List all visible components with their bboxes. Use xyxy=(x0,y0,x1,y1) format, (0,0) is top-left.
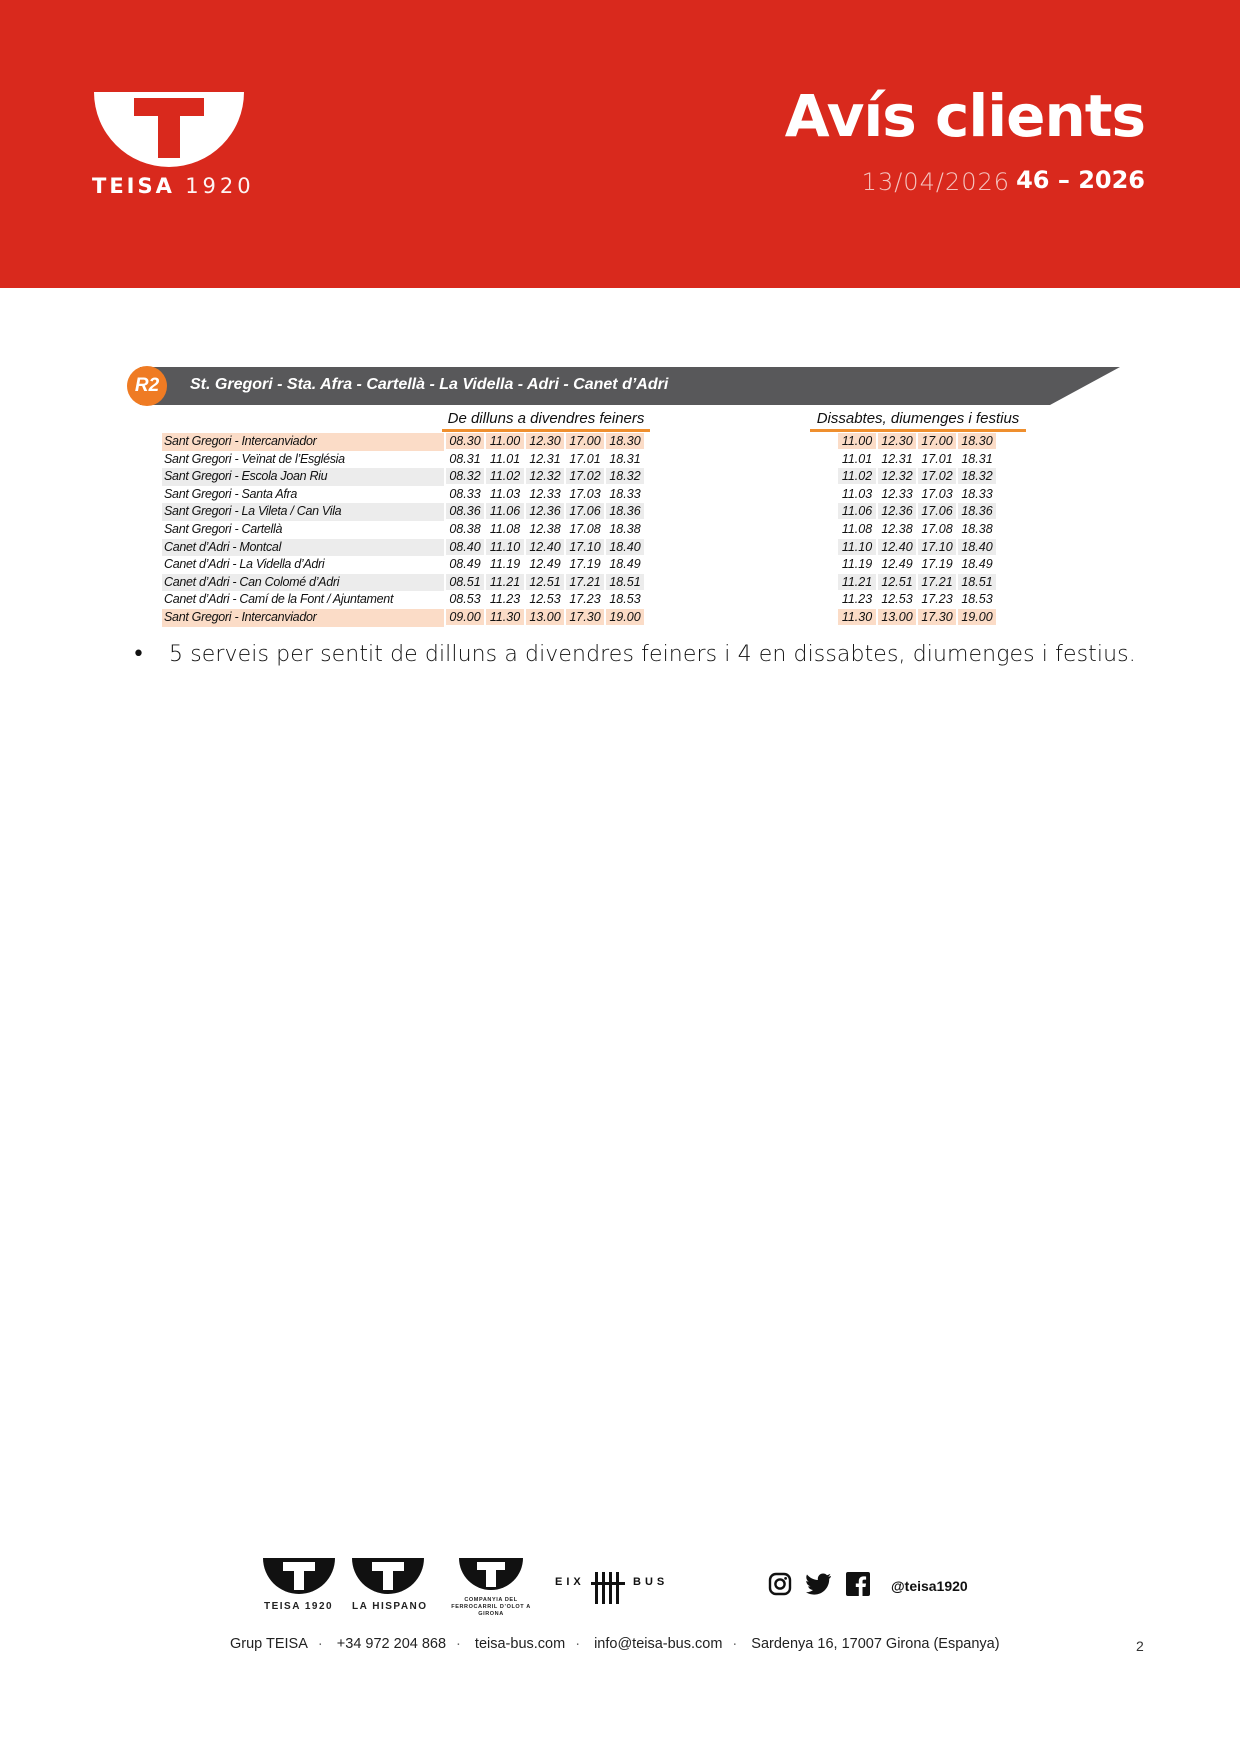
weekday-heading: De dilluns a divendres feiners xyxy=(442,410,650,432)
weekday-time-cell: 18.49 xyxy=(606,556,644,572)
weekend-time-cell: 12.32 xyxy=(878,468,916,484)
weekday-time-cell: 12.53 xyxy=(526,591,564,607)
weekday-time-cell: 18.40 xyxy=(606,539,644,555)
stop-name: Canet d’Adri - Camí de la Font / Ajuntament xyxy=(164,592,394,607)
weekend-time-cell: 11.08 xyxy=(838,521,876,537)
stop-name: Sant Gregori - La Vileta / Can Vila xyxy=(162,503,444,521)
weekday-time-cell: 18.51 xyxy=(606,574,644,590)
weekday-time-cell: 12.36 xyxy=(526,503,564,519)
weekday-time-cell: 12.40 xyxy=(526,539,564,555)
weekend-time-cell: 18.53 xyxy=(958,591,996,607)
weekday-time-cell: 17.06 xyxy=(566,503,604,519)
weekend-time-cell: 18.49 xyxy=(958,556,996,572)
bullet-dot: • xyxy=(132,642,145,667)
weekday-time-cell: 11.23 xyxy=(486,591,524,607)
weekday-time-cell: 11.06 xyxy=(486,503,524,519)
weekday-time-cell: 12.51 xyxy=(526,574,564,590)
weekday-time-cell: 12.32 xyxy=(526,468,564,484)
weekday-row xyxy=(446,451,646,469)
weekend-time-cell: 12.36 xyxy=(878,503,916,519)
svg-text:BUS: BUS xyxy=(633,1576,669,1588)
weekday-time-cell: 08.36 xyxy=(446,503,484,519)
instagram-icon[interactable] xyxy=(768,1572,792,1601)
weekday-timetable xyxy=(446,433,646,627)
weekday-time-cell: 08.31 xyxy=(446,451,484,467)
weekday-time-cell: 13.00 xyxy=(526,609,564,625)
route-name: St. Gregori - Sta. Afra - Cartellà - La Vidella - Adri - Canet d’Adri xyxy=(190,376,669,393)
weekday-time-cell: 18.32 xyxy=(606,468,644,484)
stop-name: Canet d’Adri - Can Colomé d’Adri xyxy=(162,574,444,592)
weekend-time-cell: 17.10 xyxy=(918,539,956,555)
footer-eixbus-logo xyxy=(555,1568,675,1608)
weekday-row xyxy=(446,556,646,574)
weekday-row xyxy=(446,503,646,521)
weekday-time-cell: 12.49 xyxy=(526,556,564,572)
route-code-badge: R2 xyxy=(127,366,167,406)
weekday-time-cell: 17.19 xyxy=(566,556,604,572)
weekday-time-cell: 11.00 xyxy=(486,433,524,449)
notice-number: 46 – 2026 xyxy=(1016,166,1145,194)
weekend-time-cell: 17.08 xyxy=(918,521,956,537)
weekday-time-cell: 19.00 xyxy=(606,609,644,625)
weekend-time-cell: 17.01 xyxy=(918,451,956,467)
weekday-time-cell: 11.21 xyxy=(486,574,524,590)
weekend-row xyxy=(838,486,998,504)
weekday-row xyxy=(446,609,646,627)
stop-name: Sant Gregori - Santa Afra xyxy=(164,486,298,501)
weekend-time-cell: 18.33 xyxy=(958,486,996,502)
facebook-icon[interactable] xyxy=(846,1572,870,1601)
weekday-time-cell: 11.03 xyxy=(486,486,524,502)
weekday-row xyxy=(446,574,646,592)
weekend-time-cell: 12.30 xyxy=(878,433,916,449)
weekend-row xyxy=(838,451,998,469)
weekend-row xyxy=(838,521,998,539)
social-links xyxy=(768,1572,870,1601)
header-banner xyxy=(0,0,1240,288)
weekday-time-cell: 17.08 xyxy=(566,521,604,537)
weekend-time-cell: 17.06 xyxy=(918,503,956,519)
weekday-time-cell: 18.31 xyxy=(606,451,644,467)
weekday-time-cell: 11.01 xyxy=(486,451,524,467)
weekend-row xyxy=(838,609,998,627)
footer-teisa-label: TEISA 1920 xyxy=(264,1601,334,1612)
weekend-row xyxy=(838,503,998,521)
company-name: Grup TEISA xyxy=(230,1636,308,1652)
weekend-time-cell: 19.00 xyxy=(958,609,996,625)
stop-name: Sant Gregori - Cartellà xyxy=(164,521,283,536)
contact-line: Grup TEISA · +34 972 204 868 · teisa-bus.com · info@teisa-bus.com · Sardenya 16, 17007 Girona (Espanya) xyxy=(230,1636,1000,1652)
weekend-time-cell: 11.02 xyxy=(838,468,876,484)
weekend-row xyxy=(838,556,998,574)
weekend-time-cell: 18.36 xyxy=(958,503,996,519)
footer-teisa-logo xyxy=(263,1558,335,1598)
weekday-time-cell: 17.30 xyxy=(566,609,604,625)
weekend-time-cell: 12.49 xyxy=(878,556,916,572)
weekend-time-cell: 12.38 xyxy=(878,521,916,537)
social-handle: @teisa1920 xyxy=(891,1578,968,1594)
weekend-time-cell: 11.23 xyxy=(838,591,876,607)
weekend-time-cell: 12.51 xyxy=(878,574,916,590)
weekday-time-cell: 17.01 xyxy=(566,451,604,467)
weekend-row xyxy=(838,433,998,451)
service-note-text: 5 serveis per sentit de dilluns a divendres feiners i 4 en dissabtes, diumenges i festius. xyxy=(169,642,1136,667)
svg-text:EIX: EIX xyxy=(555,1576,585,1588)
weekday-row xyxy=(446,539,646,557)
weekend-time-cell: 11.06 xyxy=(838,503,876,519)
weekday-time-cell: 17.21 xyxy=(566,574,604,590)
weekend-time-cell: 11.21 xyxy=(838,574,876,590)
logo-word: TEISA xyxy=(92,174,175,198)
teisa-logo xyxy=(92,92,255,202)
weekday-time-cell: 17.00 xyxy=(566,433,604,449)
footer-hispano-label: LA HISPANO xyxy=(352,1601,428,1612)
logo-wordmark xyxy=(92,174,255,198)
footer-olot-logo xyxy=(459,1558,523,1594)
weekday-time-cell: 08.51 xyxy=(446,574,484,590)
weekday-row xyxy=(446,486,646,504)
weekend-time-cell: 18.30 xyxy=(958,433,996,449)
weekend-time-cell: 18.31 xyxy=(958,451,996,467)
stop-name: Sant Gregori - Escola Joan Riu xyxy=(162,468,444,486)
footer-olot-label: COMPANYIA DEL FERROCARRIL D’OLOT A GIRONA xyxy=(451,1597,531,1617)
weekday-time-cell: 17.03 xyxy=(566,486,604,502)
logo-year: 1920 xyxy=(185,174,255,198)
weekend-row xyxy=(838,574,998,592)
weekend-time-cell: 11.03 xyxy=(838,486,876,502)
weekday-row xyxy=(446,521,646,539)
weekend-time-cell: 17.19 xyxy=(918,556,956,572)
weekday-time-cell: 17.23 xyxy=(566,591,604,607)
weekend-time-cell: 17.23 xyxy=(918,591,956,607)
page-number: 2 xyxy=(1136,1638,1144,1654)
weekend-time-cell: 17.30 xyxy=(918,609,956,625)
weekend-row xyxy=(838,591,998,609)
weekend-time-cell: 11.19 xyxy=(838,556,876,572)
notice-date: 13/04/2026 xyxy=(861,168,1010,196)
weekend-time-cell: 11.30 xyxy=(838,609,876,625)
phone-number[interactable]: +34 972 204 868 xyxy=(336,1636,447,1652)
weekend-time-cell: 11.10 xyxy=(838,539,876,555)
weekend-time-cell: 17.03 xyxy=(918,486,956,502)
weekend-time-cell: 17.02 xyxy=(918,468,956,484)
weekday-time-cell: 08.30 xyxy=(446,433,484,449)
weekend-time-cell: 12.53 xyxy=(878,591,916,607)
weekend-time-cell: 13.00 xyxy=(878,609,916,625)
weekday-time-cell: 08.49 xyxy=(446,556,484,572)
weekend-row xyxy=(838,468,998,486)
weekday-time-cell: 12.38 xyxy=(526,521,564,537)
weekend-row xyxy=(838,539,998,557)
weekday-time-cell: 08.53 xyxy=(446,591,484,607)
website-link[interactable]: teisa-bus.com xyxy=(474,1636,566,1652)
weekend-time-cell: 17.21 xyxy=(918,574,956,590)
twitter-icon[interactable] xyxy=(806,1573,832,1600)
weekend-time-cell: 18.51 xyxy=(958,574,996,590)
weekday-time-cell: 11.02 xyxy=(486,468,524,484)
weekday-time-cell: 18.36 xyxy=(606,503,644,519)
weekday-time-cell: 08.32 xyxy=(446,468,484,484)
stop-name: Canet d’Adri - La Vidella d’Adri xyxy=(164,557,325,572)
weekend-heading: Dissabtes, diumenges i festius xyxy=(810,410,1026,432)
stop-name: Canet d’Adri - Montcal xyxy=(162,539,444,557)
weekday-time-cell: 12.30 xyxy=(526,433,564,449)
weekday-time-cell: 11.19 xyxy=(486,556,524,572)
weekday-time-cell: 08.38 xyxy=(446,521,484,537)
weekday-time-cell: 11.30 xyxy=(486,609,524,625)
weekday-row xyxy=(446,468,646,486)
weekend-time-cell: 11.00 xyxy=(838,433,876,449)
stop-list xyxy=(162,433,444,627)
weekday-time-cell: 18.30 xyxy=(606,433,644,449)
page-title: Avís clients xyxy=(784,82,1145,150)
weekend-time-cell: 17.00 xyxy=(918,433,956,449)
weekday-time-cell: 11.08 xyxy=(486,521,524,537)
weekday-time-cell: 12.33 xyxy=(526,486,564,502)
weekday-time-cell: 08.40 xyxy=(446,539,484,555)
service-note xyxy=(132,642,1136,667)
weekday-time-cell: 12.31 xyxy=(526,451,564,467)
weekend-timetable xyxy=(838,433,998,627)
stop-name: Sant Gregori - Intercanviador xyxy=(162,609,444,627)
weekday-time-cell: 17.02 xyxy=(566,468,604,484)
weekday-time-cell: 09.00 xyxy=(446,609,484,625)
stop-name: Sant Gregori - Intercanviador xyxy=(162,433,444,451)
weekend-time-cell: 12.33 xyxy=(878,486,916,502)
weekday-time-cell: 11.10 xyxy=(486,539,524,555)
address: Sardenya 16, 17007 Girona (Espanya) xyxy=(751,1636,1000,1652)
weekday-time-cell: 18.33 xyxy=(606,486,644,502)
weekend-time-cell: 18.32 xyxy=(958,468,996,484)
weekday-time-cell: 18.53 xyxy=(606,591,644,607)
footer-hispano-logo xyxy=(352,1558,424,1598)
stop-name: Sant Gregori - Veïnat de l’Església xyxy=(164,451,345,466)
weekday-time-cell: 17.10 xyxy=(566,539,604,555)
weekday-time-cell: 18.38 xyxy=(606,521,644,537)
weekend-time-cell: 18.38 xyxy=(958,521,996,537)
weekend-time-cell: 18.40 xyxy=(958,539,996,555)
weekday-time-cell: 08.33 xyxy=(446,486,484,502)
weekend-time-cell: 12.31 xyxy=(878,451,916,467)
weekend-time-cell: 11.01 xyxy=(838,451,876,467)
weekend-time-cell: 12.40 xyxy=(878,539,916,555)
email-link[interactable]: info@teisa-bus.com xyxy=(594,1636,723,1652)
weekday-row xyxy=(446,591,646,609)
weekday-row xyxy=(446,433,646,451)
